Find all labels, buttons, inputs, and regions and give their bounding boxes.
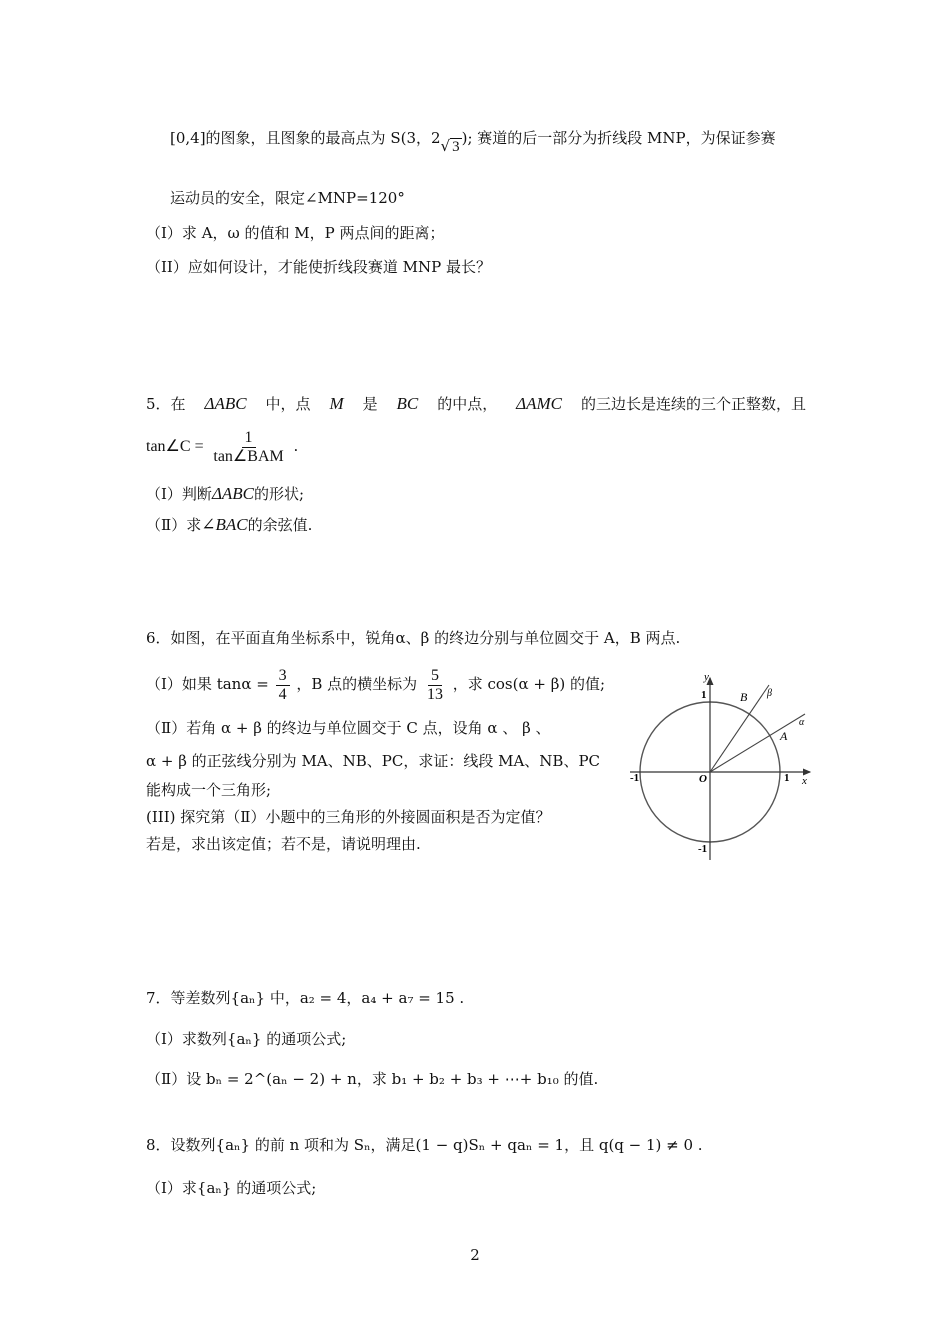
- q4-line1-text-b: ); 赛道的后一部分为折线段 MNP，为保证参赛: [461, 129, 776, 147]
- ray-alpha: [710, 714, 805, 772]
- q5-text: 是: [362, 395, 378, 413]
- q6-part3-line1: (III) 探究第（Ⅱ）小题中的三角形的外接圆面积是否为定值？: [146, 808, 551, 826]
- q5-stem: [146, 393, 806, 415]
- q5-text: 的中点，: [437, 395, 498, 413]
- q6-part3-line2: 若是，求出该定值；若不是，请说明理由.: [146, 835, 421, 853]
- tick-pos-x: 1: [784, 772, 790, 784]
- fraction-denominator: 13: [426, 685, 443, 703]
- q5-part2-math: ∠BAC: [201, 515, 248, 534]
- q5-number: 5．在: [146, 395, 186, 413]
- page-number: 2: [470, 1246, 480, 1264]
- unit-circle-figure: [612, 668, 824, 863]
- q6-part2-line3: 能构成一个三角形;: [146, 781, 272, 799]
- q4-line2: 运动员的安全，限定∠MNP=120°: [170, 189, 405, 207]
- q6-part1: [146, 664, 605, 704]
- tick-neg-y: -1: [698, 843, 708, 855]
- alpha-label: α: [799, 717, 805, 728]
- fraction-numerator: 5: [428, 667, 442, 686]
- q6-p1-c: ，求 cos(α + β) 的值;: [452, 675, 606, 693]
- q5-part2: [146, 514, 312, 536]
- point-b-label: B: [740, 690, 748, 704]
- tick-pos-y: 1: [701, 689, 707, 701]
- q5-triangle-abc: ΔABC: [204, 394, 247, 413]
- origin-label: O: [699, 773, 707, 785]
- q5-text: 的三边长是连续的三个正整数，且: [580, 395, 806, 413]
- sqrt-radicand: 3: [452, 139, 460, 155]
- fraction-3-4: [276, 667, 290, 704]
- q5-segment-bc: BC: [396, 394, 419, 413]
- q5-part2-label: （Ⅱ）求: [146, 516, 202, 534]
- fraction-numerator: 1: [242, 429, 256, 448]
- fraction-denominator: 4: [278, 685, 287, 703]
- tan-fraction: [210, 429, 286, 466]
- q8-part1: （Ⅰ）求{aₙ} 的通项公式;: [146, 1179, 317, 1197]
- q5-part1-label: （Ⅰ）判断: [146, 485, 212, 503]
- sqrt-3: √ 3: [440, 137, 460, 155]
- tick-neg-x: -1: [630, 772, 640, 784]
- q7-part2: （Ⅱ）设 bₙ = 2^(aₙ − 2) + n，求 b₁ + b₂ + b₃ + ⋯+ b₁₀ 的值.: [146, 1070, 599, 1088]
- fraction-numerator: 3: [276, 667, 290, 686]
- point-a-label: A: [780, 729, 788, 743]
- q7-stem: 7．等差数列{aₙ} 中，a₂ = 4，a₄ + a₇ = 15 .: [146, 989, 465, 1007]
- fraction-5-13: [424, 667, 446, 704]
- q6-part2-line2: α + β 的正弦线分别为 MA、NB、PC，求证：线段 MA、NB、PC: [146, 752, 601, 770]
- fraction-denominator: tan∠BAM: [213, 447, 284, 465]
- q6-stem: 6．如图，在平面直角坐标系中，锐角α、β 的终边分别与单位圆交于 A，B 两点.: [146, 629, 681, 647]
- q5-part1-math: ΔABC: [211, 484, 255, 503]
- y-axis-label: y: [704, 671, 709, 683]
- q6-p1-a: （Ⅰ）如果 tanα =: [146, 675, 269, 693]
- q5-part2-tail: 的余弦值.: [247, 516, 313, 534]
- x-axis-label: x: [802, 775, 807, 787]
- q5-tan-equation: [146, 426, 298, 467]
- q5-part1-tail: 的形状;: [254, 485, 305, 503]
- q4-line1: [170, 127, 776, 155]
- q4-part1: （I）求 A，ω 的值和 M，P 两点间的距离；: [146, 224, 445, 242]
- q5-part1: [146, 483, 304, 505]
- q4-part2: （II）应如何设计，才能使折线段赛道 MNP 最长？: [146, 258, 491, 276]
- q7-part1: （Ⅰ）求数列{aₙ} 的通项公式;: [146, 1030, 347, 1048]
- q5-point-m: M: [329, 394, 344, 413]
- q4-line1-text-a: [0,4]的图象，且图象的最高点为 S(3，2: [170, 129, 441, 147]
- tan-c-left: tan∠C =: [146, 438, 204, 455]
- q6-part2-line1: （Ⅱ）若角 α + β 的终边与单位圆交于 C 点，设角 α 、 β 、: [146, 719, 551, 737]
- beta-label: β: [767, 688, 772, 699]
- tan-period: .: [293, 437, 299, 455]
- q5-triangle-amc: ΔAMC: [516, 394, 563, 413]
- q5-text: 中，点: [265, 395, 311, 413]
- q6-p1-b: ，B 点的横坐标为: [296, 675, 418, 693]
- q8-stem: 8．设数列{aₙ} 的前 n 项和为 Sₙ，满足(1 − q)Sₙ + qaₙ = 1，且 q(q − 1) ≠ 0 .: [146, 1136, 703, 1154]
